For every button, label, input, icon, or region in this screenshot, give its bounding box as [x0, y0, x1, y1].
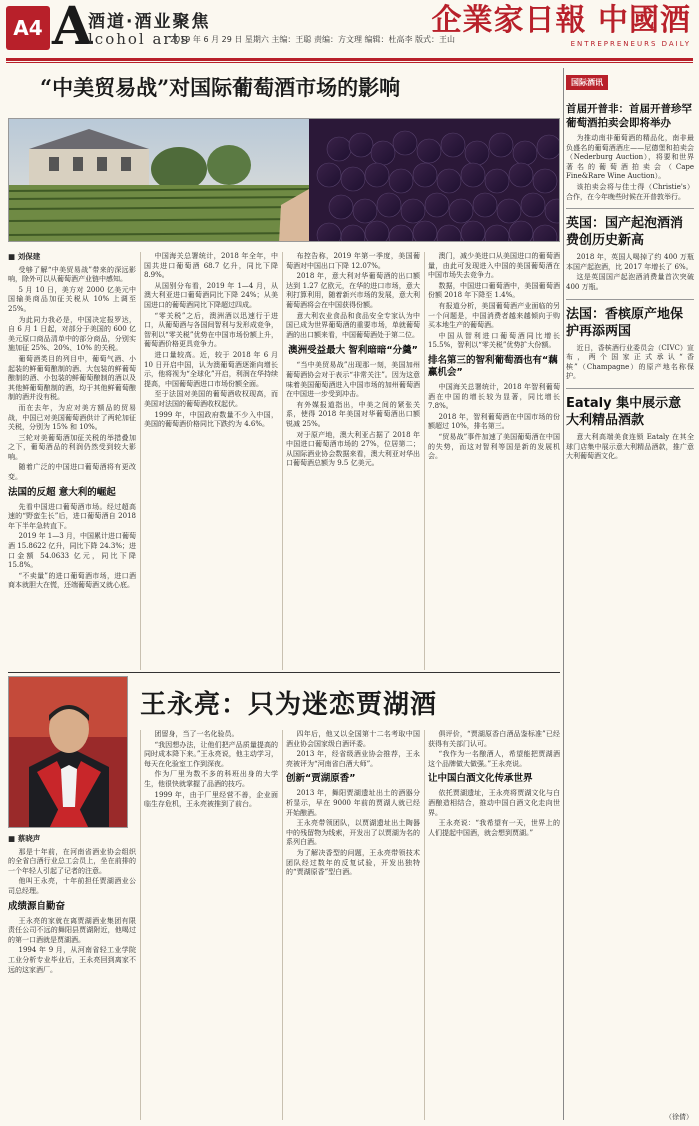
paragraph: 受够了解“中美贸易战”带来的深远影响，除外可以从葡萄酒产业链中感知。	[8, 265, 136, 284]
page-number-badge: A4	[6, 6, 50, 50]
column-rule	[140, 252, 141, 670]
portrait-photo	[8, 676, 128, 828]
masthead	[0, 0, 699, 58]
sidebar-divider	[566, 299, 694, 300]
story-divider	[8, 672, 560, 673]
sidebar-divider	[566, 388, 694, 389]
brand-name-cn: 企業家日報 中國酒	[431, 3, 691, 38]
editor-note: （徐倩）	[665, 1113, 693, 1121]
newspaper-brand	[432, 2, 691, 48]
paragraph: “我作为一名酿酒人，希望能把贾湖酒这个品牌做大做强。”王永亮说。	[428, 750, 560, 768]
sidebar-paragraph: 这是英国国产起泡酒消费量首次突破 400 万瓶。	[566, 273, 694, 291]
paragraph: 有报道分析，美国葡萄酒产业面临的另一个问题是，中国消费者越来越倾向于购买本地生产的葡萄酒。	[428, 301, 560, 330]
paragraph: 中国海关总署统计，2018 年智利葡萄酒在中国的增长较为显著，同比增长 7.8%。	[428, 382, 560, 411]
paragraph: 随着广泛的中国进口葡萄酒将有更改变。	[8, 463, 136, 482]
story2-column-1	[8, 834, 136, 1120]
paragraph: 从国别分布看，2019 年 1—4 月，从澳大利亚进口葡萄酒同比下降 24%；从美国进口的葡萄酒同比下降超过四成。	[144, 281, 278, 309]
paragraph: “当中美贸易战”出现那一刻，美国加州葡萄酒协会对于表示“非常关注”。因为这意味着美国葡萄酒进入中国市场的加州葡萄酒在中国进一步受到冲击。	[286, 361, 420, 399]
vineyard-photo	[8, 118, 560, 242]
paragraph: 俱评价，“贾湖原香白酒品鉴标准”已经获得有关部门认可。	[428, 730, 560, 748]
sidebar-paragraph: 意大利高端美食连锁 Eataly 在其全球门店集中展示意大利精品酒款，推广意大利葡萄酒文化。	[566, 432, 694, 461]
sidebar-item-title: Eataly 集中展示意大利精品酒款	[566, 395, 682, 428]
paragraph: 1999 年，由于厂里经营不善，企业面临生存危机，王永亮被推到了前台。	[144, 790, 278, 809]
story1-subheading-1: 法国的反超 意大利的崛起	[8, 486, 116, 498]
paragraph: 中国从智利进口葡萄酒同比增长 15.5%，智利以“零关税”优势扩大份额。	[428, 331, 560, 350]
story1-column-4	[428, 252, 560, 670]
paragraph: 澳门，减少美进口从美国进口的葡萄酒量，由此可发现进入中国的美国葡萄酒在中国市场失去竞争力。	[428, 252, 560, 280]
sidebar-item-title: 法国：香槟原产地保护再添两国	[566, 306, 684, 339]
paragraph: 他叫王永亮，十年前担任贾湖酒业公司总经理。	[8, 877, 136, 895]
story2-column-2	[144, 730, 278, 1120]
paragraph: 葡萄酒类目的列目中，葡萄气酒、小起装的鲜葡萄酿制的酒、大包装的鲜葡萄酿制的酒、小包装的鲜葡萄酿制的酒以及其他鲜葡萄酿制的酒，均于其他鲜葡萄酿制的酒并没有税。	[8, 354, 136, 402]
story2-column-3	[286, 730, 420, 1120]
paragraph: 中国海关总署统计，2018 年全年，中国共进口葡萄酒 68.7 亿升，同比下降 8.9%。	[144, 252, 278, 280]
paragraph: 5 月 10 日，美方对 2000 亿美元中国输美商品加征关税从 10% 上调至 25%。	[8, 285, 136, 313]
paragraph: 至于法国对美国的葡萄酒收权现高，而美国对法国的葡萄酒收权起伏。	[144, 390, 278, 408]
paragraph: 对于原产地，澳大利亚占据了 2018 年中国进口葡萄酒市场的 27%，位居第二；从国际酒业协会数据来看，澳大利亚对华出口葡萄酒总额为 9.5 亿美元。	[286, 430, 420, 468]
masthead-rule	[6, 58, 693, 61]
vineyard-illustration	[9, 119, 560, 242]
paragraph: 王永亮的家就在离贾湖酒业集团有限责任公司不远的舞阳县贾湖附近，他喝过的第一口酒就是贾湖酒。	[8, 916, 136, 944]
paragraph: 数据，中国进口葡萄酒中，美国葡萄酒份额 2018 年下降至 1.4%。	[428, 281, 560, 300]
sidebar-tag: 国际酒讯	[566, 75, 608, 90]
brand-name-en: ENTREPRENEURS DAILY	[570, 40, 691, 48]
section-title: 酒道·酒业聚焦	[88, 12, 211, 32]
sidebar-paragraph: 近日，香槟酒行业委员会（CIVC）宣布，两个国家正式承认“香槟”（Champagne）的原产地名称保护。	[566, 343, 694, 381]
paragraph: “不卖量”的进口葡萄酒市场，进口酒商本就胆大在慌，还端葡萄酒又就心底。	[8, 571, 136, 590]
column-rule	[282, 730, 283, 1120]
paragraph: 布控告称，2019 年第一季度，美国葡萄酒对中国出口下降 12.07%。	[286, 252, 420, 270]
paragraph: 为此同力我必是，中国决定报罗达，自 6 月 1 日起，对部分于美国的 600 亿美元原口商品清单中的部分商品，分别实施加征 25%、20%、10% 的关税。	[8, 315, 136, 353]
paragraph: 三轮对美葡萄酒加征关税的举措叠加之下，葡萄酒品的利润仍然受到较大影响。	[8, 433, 136, 461]
column-rule	[140, 730, 141, 1120]
issue-meta: 2019 年 6 月 29 日 星期六 主编：王聪 责编：方文理 编辑：杜高李 版式：王山	[170, 35, 456, 44]
portrait-illustration	[9, 677, 128, 828]
story1-column-2	[144, 252, 278, 670]
paragraph: 有外媒报道指出，中美之间的紧张关系，使得 2018 年美国对华葡萄酒出口额锐减 25%。	[286, 400, 420, 428]
sidebar-item-title: 首届开普非：首届开普珍罕葡萄酒拍卖会即将举办	[566, 103, 692, 129]
paragraph: 为了解决香型的问题，王永亮带领技术团队经过数年的反复试验，开发出独特的“贾湖原香”型白酒。	[286, 848, 420, 877]
story2-subheading-1: 成绩源自勤奋	[8, 900, 66, 912]
story1-byline: ■ 刘保建	[8, 252, 41, 261]
column-rule	[424, 252, 425, 670]
story2-subheading-2: 创新“贾湖原香”	[286, 773, 356, 785]
paragraph: 意大利农业食品和食品安全专家认为中国已成为世界葡萄酒的重要市场，单就葡萄酒的出口额来看，中国葡萄酒处于第二位。	[286, 311, 420, 339]
story1-subheading-3: 排名第三的智利葡萄酒也有“藕赢机会”	[428, 354, 558, 378]
paragraph: “贸易战”事件加速了美国葡萄酒在中国的失势，而这对智利等国是新的发展机会。	[428, 432, 560, 461]
paragraph: 王永亮带领团队，以贾湖遗址出土陶器中的残留物为线索，开发出了以贾湖为名的系列白酒。	[286, 819, 420, 847]
paragraph: 1999 年，中国政府数量不少入中国，美国的葡萄酒价格同比下跌约为 4.6%。	[144, 410, 278, 429]
sidebar-paragraph: 2018 年，英国人喝掉了约 400 万瓶本国产起泡酒，比 2017 年增长了 6%。	[566, 253, 694, 271]
column-rule	[424, 730, 425, 1120]
paragraph: “零关税”之后，澳洲酒以迅速行于进口，从葡萄酒与各国间智利与发形成竞争，智利以“零关税”优势在中国市场份额上升，葡萄酒价格更具竞争力。	[144, 311, 278, 349]
paragraph: 四年后，他又以全国第十二名考取中国酒业协会国家级白酒评委。	[286, 730, 420, 748]
paragraph: 先看中国进口葡萄酒市场。经过超高速的“野蛮生长”后，进口葡萄酒自 2018 年下半年急转直下。	[8, 502, 136, 530]
paragraph: 作为厂里为数不多的科班出身的大学生，他很快就掌握了品酒的技巧。	[144, 770, 278, 788]
section-subtitle: lcohol arts	[88, 30, 191, 48]
story2-column-4	[428, 730, 560, 1120]
paragraph: 2019 年 1—3 月，中国累计进口葡萄酒 15.8622 亿升，同比下降 24.3%；进口金额 54.0633 亿元，同比下降 15.8%。	[8, 532, 136, 570]
sidebar-paragraph: 该拍卖会将与佳士得（Christie's）合作，在今年晚些时候在开普敦举行。	[566, 182, 694, 201]
paragraph: 1994 年 9 月，从河南省轻工业学院工业分析专业毕业后，王永亮回到离家不远的这家酒厂。	[8, 946, 136, 974]
story1-column-1	[8, 252, 136, 670]
paragraph: 团留身，当了一名化验员。	[154, 730, 239, 738]
sidebar-international-news	[566, 70, 694, 1120]
paragraph: 2013 年，舞阳贾湖遗址出土的酒器分析显示，早在 9000 年前的贾湖人就已经开始酿酒。	[286, 789, 420, 817]
story1-headline: “中美贸易战”对国际葡萄酒市场的影响	[40, 75, 401, 100]
paragraph: 2018 年，智利葡萄酒在中国市场的份额超过 10%，排名第三。	[428, 412, 560, 431]
section-letter: A	[52, 0, 93, 57]
paragraph: 王永亮说：“我希望有一天，世界上的人们提起中国酒，就会想到贾湖。”	[428, 819, 560, 837]
masthead-rule-thin	[6, 62, 693, 63]
sidebar-item-title: 英国：国产起泡酒消费创历史新高	[566, 216, 684, 249]
paragraph: 2013 年，经省级酒业协会推荐，王永亮被评为“河南省白酒大师”。	[286, 750, 420, 768]
paragraph: 2018 年，意大利对华葡萄酒的出口额达到 1.27 亿欧元，在华的进口市场，意大利打算利用，随着新兴市场的发展，意大利葡萄酒将会在中国获得份额。	[286, 272, 420, 309]
sidebar-rule	[563, 68, 564, 1120]
story2-headline: 王永亮：只为迷恋贾湖酒	[140, 690, 438, 720]
story1-subheading-2: 澳洲受益最大 智利暗暗“分羹”	[288, 345, 418, 357]
story2-subheading-3: 让中国白酒文化传承世界	[428, 773, 533, 785]
paragraph: “我因想办法，让他们把产品质量提高的同时成本降下来。”王永亮说，他主动学习，每天在化验室工作到深夜。	[144, 740, 278, 768]
paragraph: 而在去年，为应对美方额品的贸易战，中国已对美国葡萄酒供计了两轮加征关税，分别为 15% 和 10%。	[8, 403, 136, 432]
paragraph: 进口量较高。近，较于 2018 年 6 月 10 日开启中国，认为澳葡萄酒逐渐向增长示，他将视为“全球化”开启，利润在华持续提高，中国葡萄酒进口市场份额全面。	[144, 350, 278, 388]
sidebar-paragraph: 为推动南非葡萄酒的精品化，南非最负盛名的葡萄酒酒庄——尼德堡和拍卖会（Nederburg Auction），将要和世界著名的葡萄酒拍卖会（Cape Fine&Rare Wine Auction）。	[566, 134, 694, 181]
paragraph: 依托贾湖遗址，王永亮将贾湖文化与白酒酿造相结合，推动中国白酒文化走向世界。	[428, 789, 560, 817]
sidebar-divider	[566, 208, 694, 209]
story2-byline: ■ 蔡晓声	[8, 834, 41, 843]
paragraph: 那是十年前，在河南省酒业协会组织的全省白酒行业总工会员上，坐在前排的一个年轻人引起了记者的注意。	[8, 847, 136, 875]
column-rule	[282, 252, 283, 670]
story1-column-3	[286, 252, 420, 670]
